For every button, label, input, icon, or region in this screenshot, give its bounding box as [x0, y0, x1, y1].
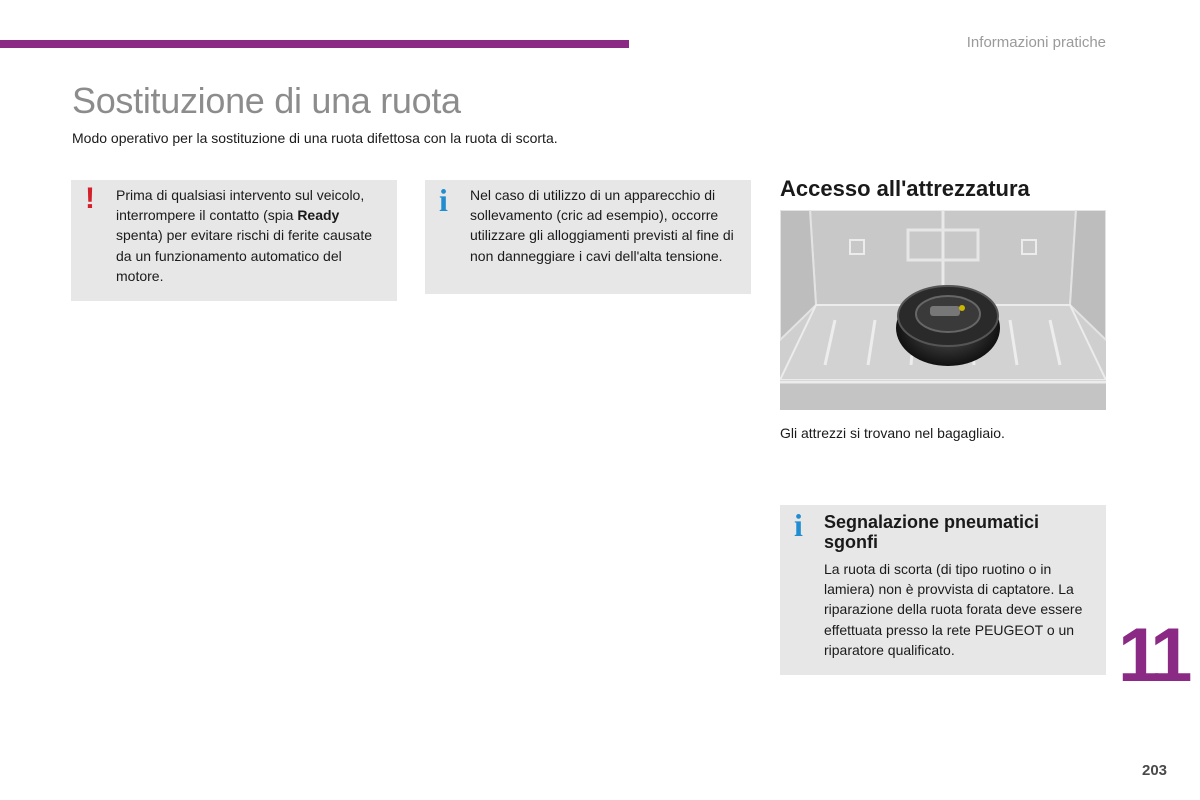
trunk-illustration	[780, 210, 1106, 410]
tire-note-heading: Segnalazione pneumatici sgonfi	[824, 512, 1040, 552]
exclamation-icon: !	[85, 182, 95, 215]
info-box	[425, 180, 751, 294]
section-label: Informazioni pratiche	[966, 34, 1106, 51]
warning-text: Prima di qualsiasi intervento sul veicolo, interrompere il contatto (spia Ready spenta) per evitare rischi di ferite causate da un funzionamento automatico del motore.	[116, 187, 373, 284]
access-heading: Accesso all'attrezzatura	[780, 176, 1030, 201]
chapter-number: 11	[1118, 613, 1187, 698]
page-title: Sostituzione di una ruota	[72, 80, 461, 121]
page-number: 203	[1142, 762, 1168, 779]
header-accent-bar	[0, 40, 629, 48]
image-caption: Gli attrezzi si trovano nel bagagliaio.	[780, 425, 1005, 441]
info-icon: i	[794, 507, 803, 543]
info-text: Nel caso di utilizzo di un apparecchio di sollevamento (cric ad esempio), occorre utilizzare gli alloggiamenti previsti al fine di non danneggiare i cavi dell'alta tensione.	[470, 187, 734, 264]
tire-note-text: La ruota di scorta (di tipo ruotino o in lamiera) non è provvista di captatore. La riparazione della ruota forata deve essere effettuata presso la rete PEUGEOT o un riparatore qualificato.	[824, 561, 1083, 658]
tire-pressure-note	[780, 505, 1106, 675]
info-icon: i	[439, 182, 448, 218]
ready-label: Ready	[297, 207, 340, 224]
intro-text: Modo operativo per la sostituzione di una ruota difettosa con la ruota di scorta.	[72, 130, 558, 146]
warning-box	[71, 180, 397, 301]
